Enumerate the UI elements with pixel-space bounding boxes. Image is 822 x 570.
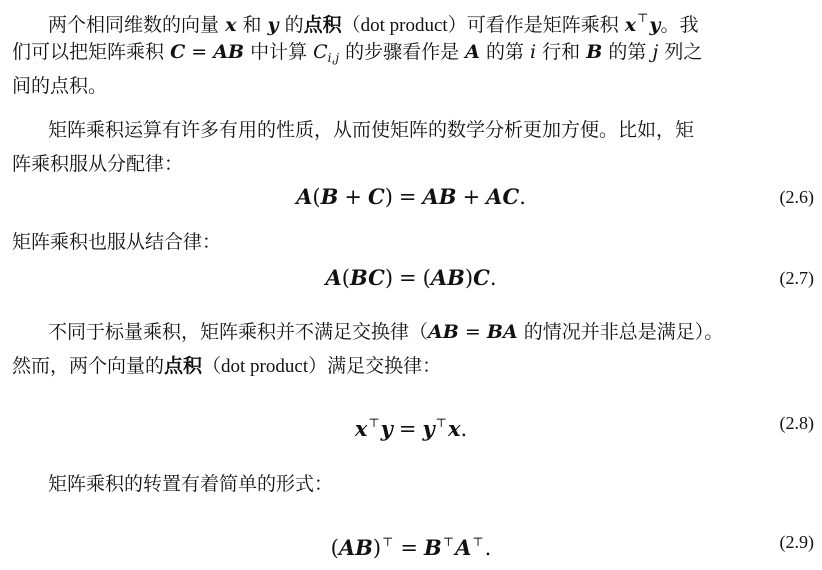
math-index-i: i — [530, 41, 537, 63]
text: 可看作是矩阵乘积 — [466, 14, 619, 36]
text: 的第 — [608, 41, 647, 63]
math-vector-y: y — [649, 14, 661, 36]
paragraph-1-line-1 — [48, 5, 698, 39]
paragraph-2-line-2 — [12, 151, 183, 177]
text: 列之 — [664, 41, 703, 63]
text: 们可以把矩阵乘积 — [12, 41, 165, 63]
math-matrix-ab: AB — [422, 184, 457, 209]
math-vector-y: y — [422, 416, 435, 441]
math-period: . — [519, 185, 526, 209]
equation-number-2-8: (2.8) — [779, 413, 814, 433]
equation-2-8 — [0, 409, 822, 443]
paragraph-1-line-3 — [12, 73, 107, 99]
transpose-symbol: ⊤ — [435, 416, 447, 430]
paragraph-4-line-1 — [48, 319, 723, 345]
math-vector-x: x — [447, 416, 461, 441]
math-matrix-a: A — [325, 265, 342, 290]
math-equals: = — [400, 536, 419, 560]
math-period: . — [489, 266, 497, 290]
equation-number-2-6: (2.6) — [779, 187, 814, 207]
text: 两个相同维数的向量 — [48, 14, 220, 36]
math-matrix-b: B — [586, 41, 603, 63]
math-matrix-c: C — [367, 184, 385, 209]
equation-2-6 — [0, 183, 822, 211]
text: 的情况并非总是满足）。 — [523, 321, 724, 343]
math-vector-x: x — [354, 416, 368, 441]
math-equals: = — [399, 266, 417, 290]
text: 。我 — [660, 14, 699, 36]
math-matrix-ac: AC — [486, 184, 520, 209]
math-matrix-c: C — [170, 41, 186, 63]
math-index-j: j — [652, 41, 659, 63]
math-vector-x: x — [225, 14, 237, 36]
term-dot-product: 点积 — [303, 14, 342, 36]
text: 矩阵乘积运算有许多有用的性质，从而使矩阵的数学分析更加方便。比如，矩 — [48, 119, 695, 141]
math-vector-y: y — [380, 416, 393, 441]
math-matrix-ab: AB — [338, 535, 373, 560]
term-dot-product: 点积 — [164, 355, 203, 377]
math-matrix-b: B — [424, 535, 442, 560]
transpose-symbol: ⊤ — [368, 416, 380, 430]
math-equals: = — [398, 185, 417, 209]
paragraph-4-line-2 — [12, 353, 441, 380]
math-paren: ) — [372, 536, 382, 560]
math-matrix-a: A — [455, 535, 472, 560]
transpose-symbol: ⊤ — [637, 11, 649, 25]
math-period: . — [484, 536, 492, 560]
term-dot-product-en: （dot product） — [341, 15, 467, 36]
math-paren: ) — [384, 266, 394, 290]
text: 行和 — [542, 41, 581, 63]
text: 的 — [284, 14, 304, 36]
equation-2-7 — [0, 264, 822, 292]
math-matrix-ab: AB — [430, 265, 465, 290]
math-equals: = — [464, 321, 481, 343]
math-paren: ( — [341, 266, 350, 290]
math-plus: + — [462, 185, 481, 209]
text: 不同于标量乘积，矩阵乘积并不满足交换律（ — [48, 321, 429, 343]
paragraph-5-line-1 — [48, 471, 333, 497]
equation-2-9 — [0, 528, 822, 562]
math-paren: ) — [384, 185, 393, 209]
math-paren: ( — [330, 536, 339, 560]
math-index-ij: i,j — [327, 51, 340, 65]
math-vector-x: x — [624, 14, 637, 36]
math-matrix-ab: AB — [213, 41, 245, 63]
math-matrix-a: A — [465, 41, 480, 63]
transpose-symbol: ⊤ — [472, 535, 484, 549]
text: 中计算 — [250, 41, 308, 63]
text: 矩阵乘积的转置有着简单的形式： — [48, 473, 334, 495]
text: 满足交换律： — [327, 355, 442, 377]
math-paren: ( — [422, 266, 431, 290]
math-vector-y: y — [267, 14, 279, 36]
math-equals: = — [398, 417, 417, 441]
text: 间的点积。 — [12, 75, 108, 97]
text: 的第 — [485, 41, 524, 63]
math-matrix-bc: BC — [349, 265, 385, 290]
math-matrix-c: C — [473, 265, 490, 290]
math-matrix-a: A — [296, 184, 313, 209]
paragraph-1-line-2 — [12, 39, 702, 71]
paragraph-2-line-1 — [48, 117, 694, 143]
text: 矩阵乘积也服从结合律： — [12, 231, 222, 253]
equation-number-2-9: (2.9) — [779, 532, 814, 552]
paragraph-3-line-1 — [12, 229, 221, 255]
text: 然而，两个向量的 — [12, 355, 165, 377]
text: 阵乘积服从分配律： — [12, 153, 184, 175]
math-paren: ) — [464, 266, 474, 290]
math-element-c: C — [313, 41, 328, 63]
math-matrix-ba: BA — [486, 321, 518, 343]
math-matrix-b: B — [320, 184, 339, 209]
math-period: . — [460, 417, 468, 441]
math-plus: + — [344, 185, 362, 209]
transpose-symbol: ⊤ — [382, 535, 394, 549]
term-dot-product-en: （dot product） — [202, 356, 328, 377]
text: 的步骤看作是 — [345, 41, 460, 63]
equation-number-2-7: (2.7) — [779, 268, 814, 288]
math-matrix-ab: AB — [428, 321, 459, 343]
math-paren: ( — [312, 185, 321, 209]
text: 和 — [242, 14, 262, 36]
math-equals: = — [191, 41, 208, 63]
transpose-symbol: ⊤ — [442, 535, 455, 549]
